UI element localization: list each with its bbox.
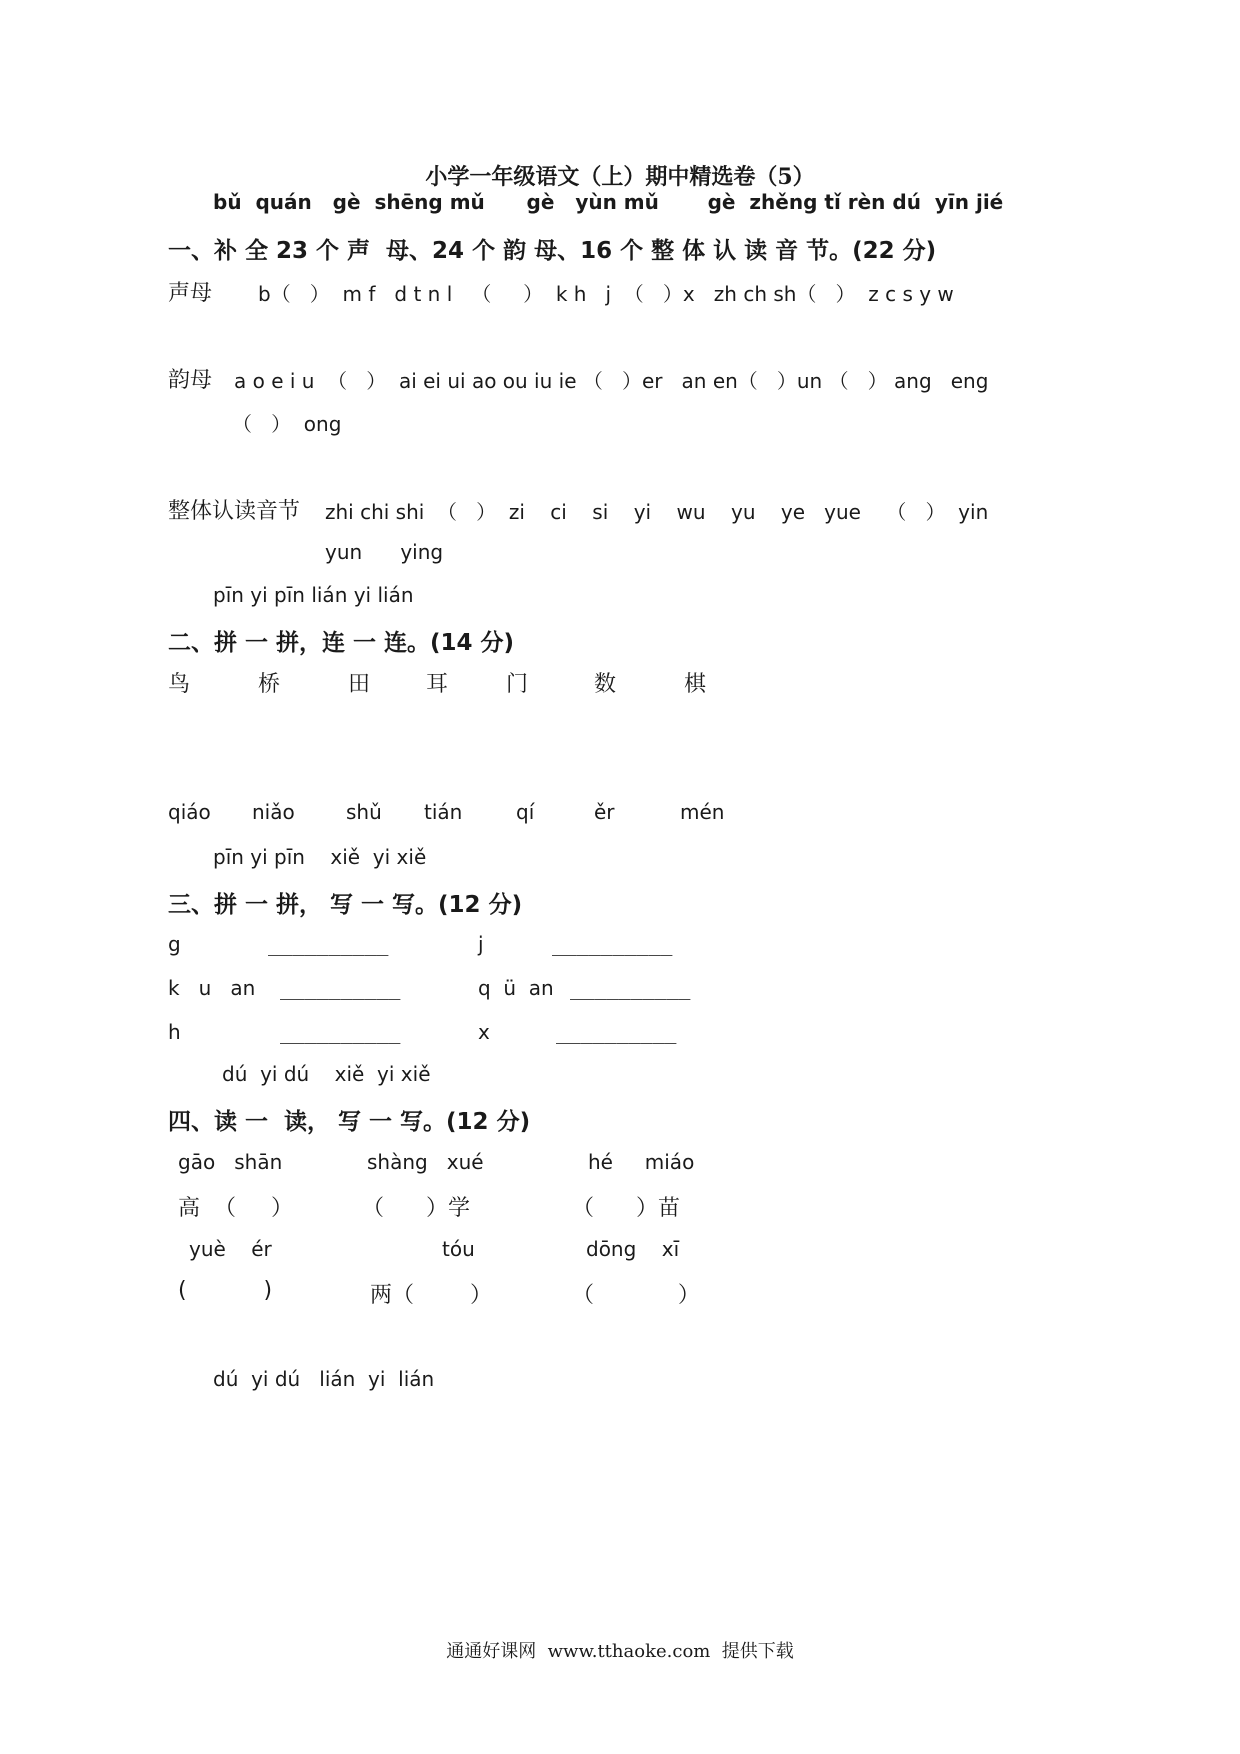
word-fill: （ ）苗 — [572, 1196, 680, 1221]
section2-pinyin-hint: pīn yi pīn lián yi lián — [213, 583, 414, 607]
footer-credit: 通通好课网 www.tthaoke.com 提供下载 — [446, 1641, 794, 1662]
pinyin-item: mén — [680, 800, 725, 824]
write-blank[interactable]: __________ — [280, 976, 401, 1000]
yunmu-items: a o e i u （ ） ai ei ui ao ou iu ie （ ）er an en（ ）un （ ） ang eng — [234, 369, 989, 393]
section3-heading: 三、拼 一 拼， 写 一 写。(12 分) — [168, 892, 523, 918]
word-pinyin: hé miáo — [588, 1150, 695, 1174]
yunmu-line2: （ ） ong — [232, 412, 342, 436]
word-pinyin: dōng xī — [586, 1237, 680, 1261]
pinyin-item: qiáo — [168, 800, 211, 824]
char-item: 数 — [594, 672, 617, 697]
spell-row-left: k u an — [168, 976, 256, 1000]
char-item: 棋 — [684, 672, 707, 697]
write-blank[interactable]: __________ — [570, 976, 691, 1000]
spell-row-left: g — [168, 932, 181, 956]
spell-row-right: x — [478, 1020, 490, 1044]
write-blank[interactable]: __________ — [268, 932, 389, 956]
word-pinyin: yuè ér — [189, 1237, 272, 1261]
pinyin-item: niǎo — [252, 800, 295, 824]
section5-pinyin-hint: dú yi dú lián yi lián — [213, 1367, 435, 1391]
spell-row-left: h — [168, 1020, 181, 1044]
section1-heading: 一、补 全 23 个 声 母、24 个 韵 母、16 个 整 体 认 读 音 节。(22 分) — [168, 238, 937, 264]
word-fill: （ ） — [572, 1283, 700, 1308]
section3-pinyin-hint: pīn yi pīn xiě yi xiě — [213, 845, 427, 869]
char-item: 田 — [348, 672, 371, 697]
pinyin-item: qí — [516, 800, 535, 824]
write-blank[interactable]: __________ — [552, 932, 673, 956]
word-fill: 高 （ ） — [178, 1196, 293, 1221]
word-pinyin: tóu — [442, 1237, 475, 1261]
word-fill: （ ）学 — [362, 1196, 470, 1221]
write-blank[interactable]: __________ — [556, 1020, 677, 1044]
section4-pinyin-hint: dú yi dú xiě yi xiě — [222, 1062, 431, 1086]
pinyin-item: ěr — [594, 800, 615, 824]
char-item: 耳 — [426, 672, 449, 697]
section1-pinyin-hint: bǔ quán gè shēng mǔ gè yùn mǔ gè zhěng tǐ rèn dú yīn jié — [213, 190, 1004, 214]
shengmu-items: b（ ） m f d t n l （ ） k h j （ ）x zh ch sh（ ） z c s y w — [258, 282, 954, 306]
word-fill: ( ) — [178, 1278, 273, 1303]
word-pinyin: shàng xué — [367, 1150, 484, 1174]
char-item: 桥 — [258, 672, 281, 697]
word-fill: 两（ ） — [370, 1283, 492, 1308]
shengmu-label: 声母 — [168, 281, 213, 306]
pinyin-item: shǔ — [346, 800, 382, 824]
section2-heading: 二、拼 一 拼，连 一 连。(14 分) — [168, 630, 515, 656]
zhengti-line2: yun ying — [325, 540, 444, 564]
zhengti-label: 整体认读音节 — [168, 499, 301, 524]
zhengti-items: zhi chi shi （ ） zi ci si yi wu yu ye yue （ ） yin — [325, 500, 989, 524]
char-item: 门 — [506, 672, 529, 697]
yunmu-label: 韵母 — [168, 368, 213, 393]
pinyin-item: tián — [424, 800, 463, 824]
char-item: 鸟 — [168, 672, 191, 697]
word-pinyin: gāo shān — [178, 1150, 283, 1174]
section4-heading: 四、读 一 读， 写 一 写。(12 分) — [168, 1109, 531, 1135]
spell-row-right: j — [478, 932, 484, 956]
page-title: 小学一年级语文（上）期中精选卷（5） — [425, 164, 815, 190]
spell-row-right: q ü an — [478, 976, 554, 1000]
write-blank[interactable]: __________ — [280, 1020, 401, 1044]
